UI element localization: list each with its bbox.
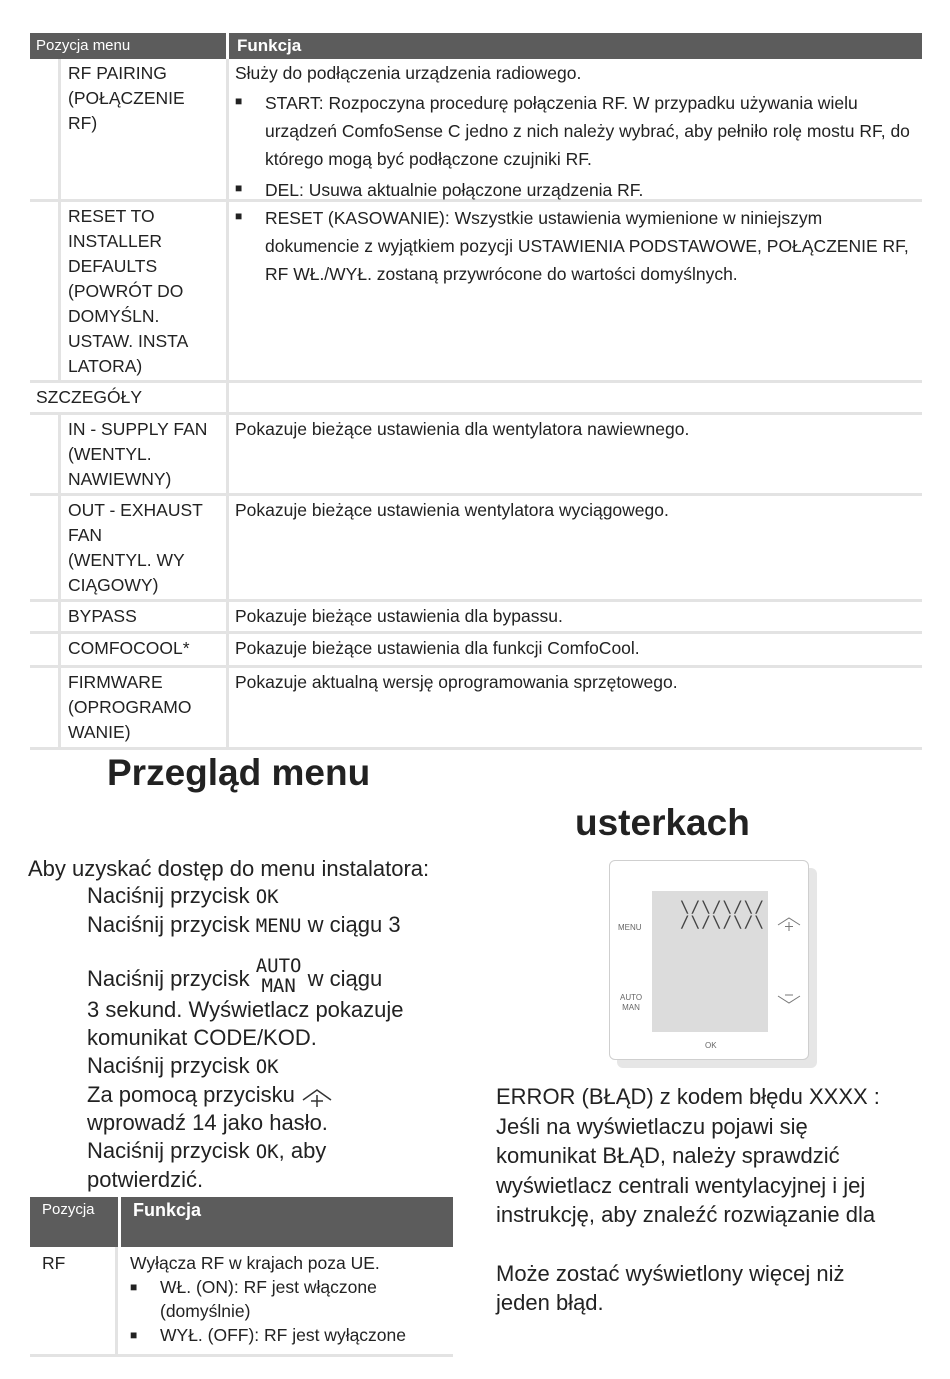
ok-button-label: OK bbox=[255, 1056, 279, 1078]
rf-table bbox=[30, 1197, 453, 1357]
device-up-plus-icon bbox=[776, 915, 802, 933]
row-name: OUT - EXHAUST FAN (WENTYL. WY CIĄGOWY) bbox=[61, 496, 229, 599]
table-row-details-section: SZCZEGÓŁY bbox=[30, 383, 922, 415]
menu-table bbox=[30, 33, 922, 750]
instructions-intro: Aby uzyskać dostęp do menu instalatora: bbox=[28, 856, 430, 881]
display-segments: \/\/\/\/ /\/\/\/\ bbox=[680, 897, 766, 931]
section-heading-menu-overview: Przegląd menu bbox=[107, 752, 371, 793]
menu-button-label: MENU bbox=[255, 915, 302, 937]
row-description: Pokazuje bieżące ustawienia dla wentylatora nawiewnego. bbox=[235, 419, 690, 439]
table-header bbox=[30, 33, 922, 59]
list-item: ■ RESET (KASOWANIE): Wszystkie ustawienia wymienione w niniejszym dokumencie z wyjątkiem pozycji USTAWIENIA PODSTAWOWE, POŁĄCZENIE RF, RF WŁ./WYŁ. zostaną przywrócone do wartości domyślnych. bbox=[235, 204, 916, 288]
instruction-steps: Naciśnij przycisk OK Naciśnij przycisk MENU w ciągu 3 Naciśnij przycisk AUTO MAN w ciągu 3 sekund. Wyświetlacz pokazuje komunikat CODE/KOD. Naciśnij przycisk OK Za pomocą przycisku wprowadź 14 jako hasło. Naciśnij przycisk OK, aby potwierdzić. bbox=[87, 882, 457, 1194]
step-5: Za pomocą przycisku bbox=[87, 1081, 457, 1109]
list-item: ■ START: Rozpoczyna procedurę połączenia RF. W przypadku używania wielu urządzeń ComfoSense C jedno z nich należy wybrać, aby pełniło rolę mostu RF, do którego mogą być podłączone czujniki RF. bbox=[235, 89, 916, 173]
device-auto-man-label: AUTO MAN bbox=[620, 993, 643, 1012]
table-row-rf-pairing bbox=[30, 59, 922, 202]
error-description: ERROR (BŁĄD) z kodem błędu XXXX : Jeśli na wyświetlaczu pojawi się komunikat BŁĄD, należy sprawdzić wyświetlacz centrali wentylacyjnej i jej instrukcję, aby znaleźć rozwiązanie dla Może zostać wyświetlony więcej niż jeden błąd. bbox=[496, 1084, 880, 1315]
bullet-square-icon: ■ bbox=[130, 1328, 138, 1342]
row-description: Pokazuje bieżące ustawienia wentylatora wyciągowego. bbox=[235, 500, 669, 520]
list-item: ■ DEL: Usuwa aktualnie połączone urządzenia RF. bbox=[235, 176, 916, 204]
table-header bbox=[30, 1197, 453, 1247]
header-menu-position: Pozycja menu bbox=[36, 37, 131, 54]
row-name: RF PAIRING (POŁĄCZENIE RF) bbox=[61, 59, 229, 199]
row-description bbox=[229, 202, 922, 380]
section-heading-faults: usterkach bbox=[575, 802, 750, 843]
row-description: Pokazuje bieżące ustawienia dla funkcji ComfoCool. bbox=[235, 638, 640, 658]
device-display bbox=[652, 891, 768, 1032]
step-4: Naciśnij przycisk OK bbox=[87, 1053, 279, 1078]
header-function: Funkcja bbox=[118, 1197, 453, 1247]
device-ok-label: OK bbox=[705, 1041, 717, 1050]
comfosense-device-illustration bbox=[609, 860, 809, 1060]
table-row-reset bbox=[30, 202, 922, 383]
row-name: BYPASS bbox=[61, 602, 229, 631]
row-description: Pokazuje bieżące ustawienia dla bypassu. bbox=[235, 606, 563, 626]
bullet-square-icon: ■ bbox=[130, 1280, 138, 1294]
table-row bbox=[30, 602, 922, 634]
table-row-rf bbox=[30, 1247, 453, 1357]
auto-man-button-label: AUTO MAN bbox=[255, 955, 302, 997]
ok-button-label: OK bbox=[255, 886, 279, 908]
header-function: Funkcja bbox=[226, 33, 922, 59]
row-name: COMFOCOOL* bbox=[61, 634, 229, 665]
device-menu-label: MENU bbox=[618, 923, 642, 932]
table-row bbox=[30, 415, 922, 496]
table-row bbox=[30, 634, 922, 668]
row-name: FIRMWARE (OPROGRAMO WANIE) bbox=[61, 668, 229, 747]
step-6: Naciśnij przycisk OK, aby bbox=[87, 1138, 327, 1163]
up-arrow-plus-icon bbox=[301, 1086, 333, 1108]
ok-button-label: OK bbox=[255, 1141, 279, 1163]
bullet-square-icon: ■ bbox=[235, 209, 243, 223]
table-row bbox=[30, 496, 922, 602]
row-description: Służy do podłączenia urządzenia radiowego. ■ START: Rozpoczyna procedurę połączenia RF. W przypadku używania wielu urządzeń ComfoSense C jedno z nich należy wybrać, aby pełniło rolę mostu RF, do którego mogą być podłączone czujniki RF. ■ DEL: Usuwa aktualnie połączone urządzenia RF. bbox=[229, 59, 922, 199]
header-position: Pozycja bbox=[42, 1201, 95, 1218]
list-item: ■ WYŁ. (OFF): RF jest wyłączone bbox=[130, 1325, 407, 1345]
row-description: Wyłącza RF w krajach poza UE. ■ WŁ. (ON): RF jest włączone (domyślnie) ■ WYŁ. (OFF): RF jest wyłączone bbox=[118, 1247, 453, 1354]
list-item: ■ WŁ. (ON): RF jest włączone (domyślnie) bbox=[130, 1277, 377, 1321]
row-name: RF bbox=[30, 1247, 118, 1354]
step-1: Naciśnij przycisk OK bbox=[87, 883, 279, 908]
row-name: IN - SUPPLY FAN (WENTYL. NAWIEWNY) bbox=[61, 415, 229, 493]
table-row bbox=[30, 668, 922, 750]
bullet-square-icon: ■ bbox=[235, 94, 243, 108]
step-2: Naciśnij przycisk MENU w ciągu 3 bbox=[87, 912, 401, 937]
bullet-square-icon: ■ bbox=[235, 181, 243, 195]
step-3: Naciśnij przycisk AUTO MAN w ciągu bbox=[87, 955, 383, 997]
row-name: RESET TO INSTALLER DEFAULTS (POWRÓT DO DOMYŚLN. USTAW. INSTA LATORA) bbox=[61, 202, 229, 380]
row-description: Pokazuje aktualną wersję oprogramowania sprzętowego. bbox=[235, 672, 678, 692]
device-down-minus-icon bbox=[776, 991, 802, 1007]
